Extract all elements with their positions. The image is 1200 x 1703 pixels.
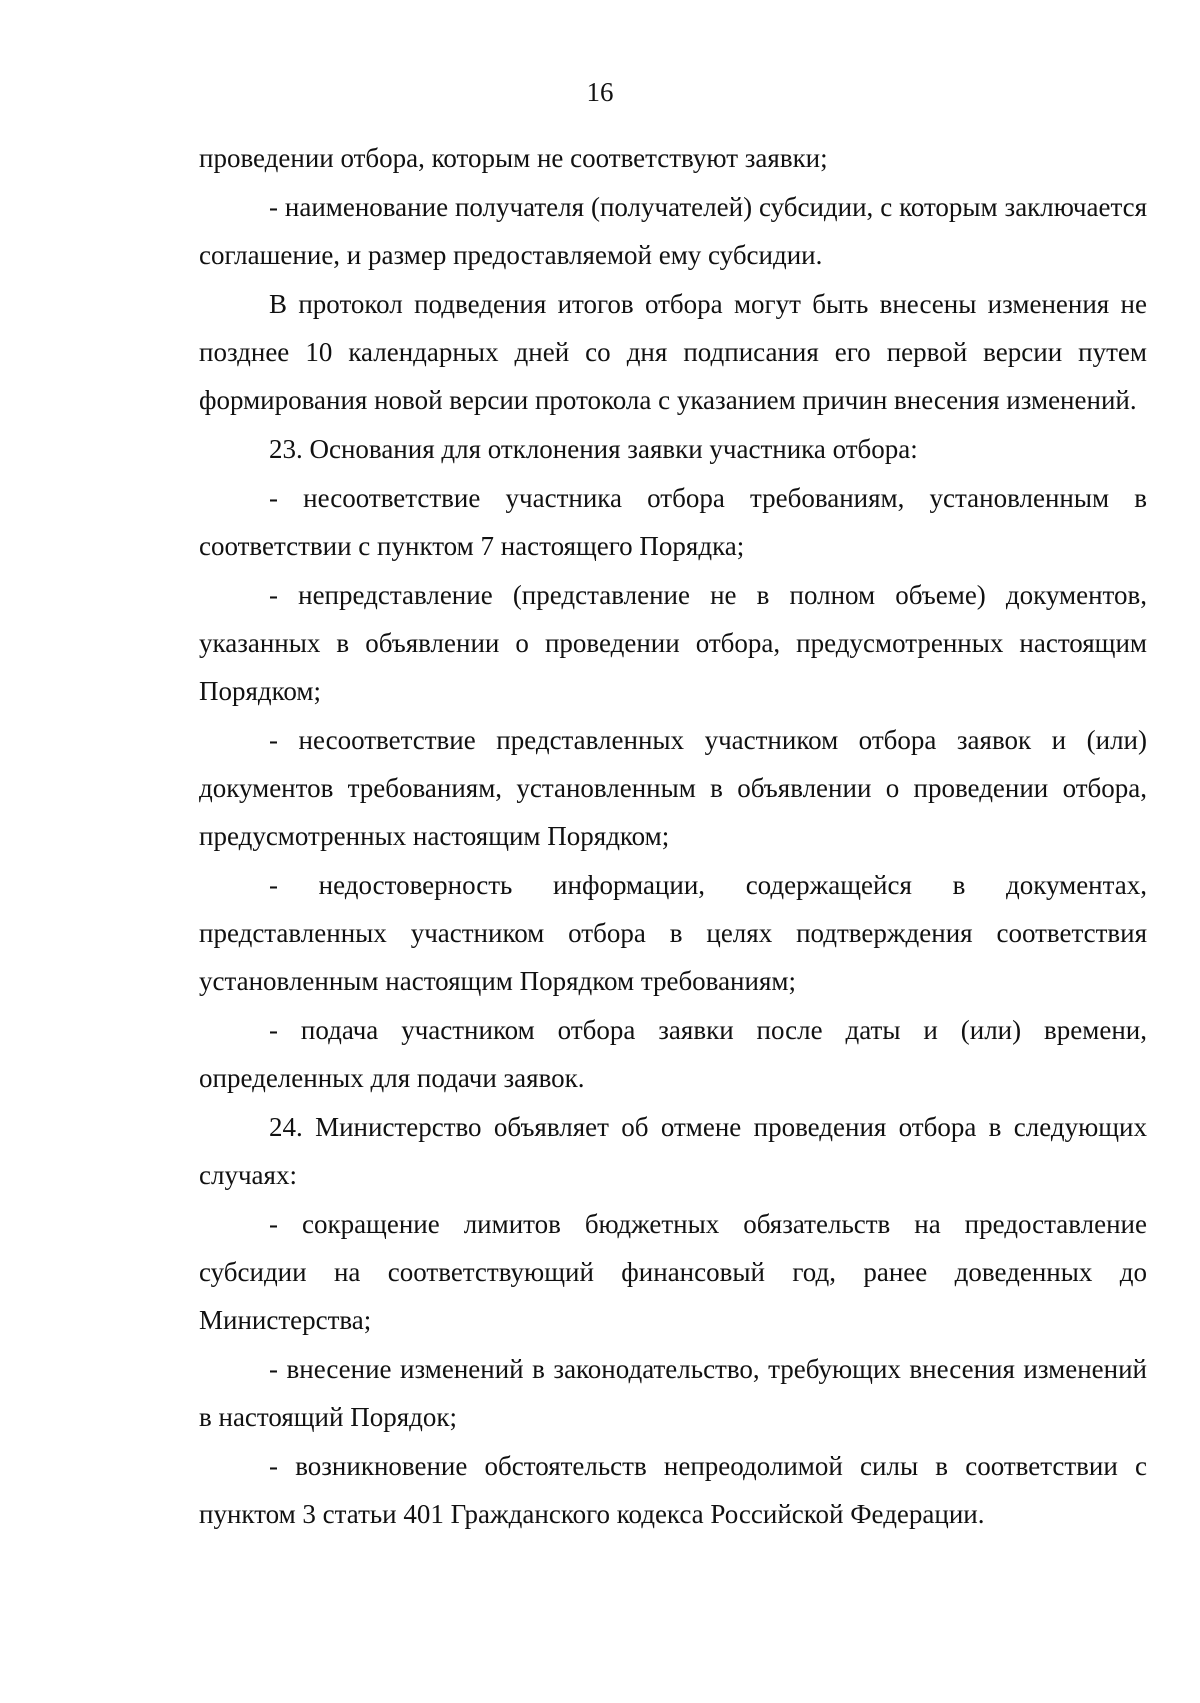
paragraph: В протокол подведения итогов отбора могут быть внесены изменения не позднее 10 календарных дней со дня подписания его первой версии путем формирования новой версии протокола с указанием причин внесения изменений. <box>199 289 1147 415</box>
list-item: - внесение изменений в законодательство, требующих внесения изменений в настоящий Порядок; <box>199 1354 1147 1432</box>
section-heading-24: 24. Министерство объявляет об отмене проведения отбора в следующих случаях: <box>199 1112 1147 1190</box>
list-item: - несоответствие участника отбора требованиям, установленным в соответствии с пунктом 7 настоящего Порядка; <box>199 483 1147 561</box>
page-number: 16 <box>586 77 614 107</box>
list-item: - возникновение обстоятельств непреодолимой силы в соответствии с пунктом 3 статьи 401 Гражданского кодекса Российской Федерации. <box>199 1451 1147 1529</box>
list-item: - недостоверность информации, содержащейся в документах, представленных участником отбора в целях подтверждения соответствия установленным настоящим Порядком требованиям; <box>199 870 1147 996</box>
list-item: - подача участником отбора заявки после даты и (или) времени, определенных для подачи заявок. <box>199 1015 1147 1093</box>
list-item: - несоответствие представленных участником отбора заявок и (или) документов требованиям, установленным в объявлении о проведении отбора, предусмотренных настоящим Порядком; <box>199 725 1147 851</box>
paragraph: проведении отбора, которым не соответствуют заявки; <box>199 143 828 173</box>
list-item: - непредставление (представление не в полном объеме) документов, указанных в объявлении о проведении отбора, предусмотренных настоящим Порядком; <box>199 580 1147 706</box>
document-body <box>199 134 1147 1538</box>
list-item: - сокращение лимитов бюджетных обязательств на предоставление субсидии на соответствующий финансовый год, ранее доведенных до Министерства; <box>199 1209 1147 1335</box>
paragraph: - наименование получателя (получателей) субсидии, с которым заключается соглашение, и размер предоставляемой ему субсидии. <box>199 192 1147 270</box>
section-heading-23: 23. Основания для отклонения заявки участника отбора: <box>269 434 918 464</box>
